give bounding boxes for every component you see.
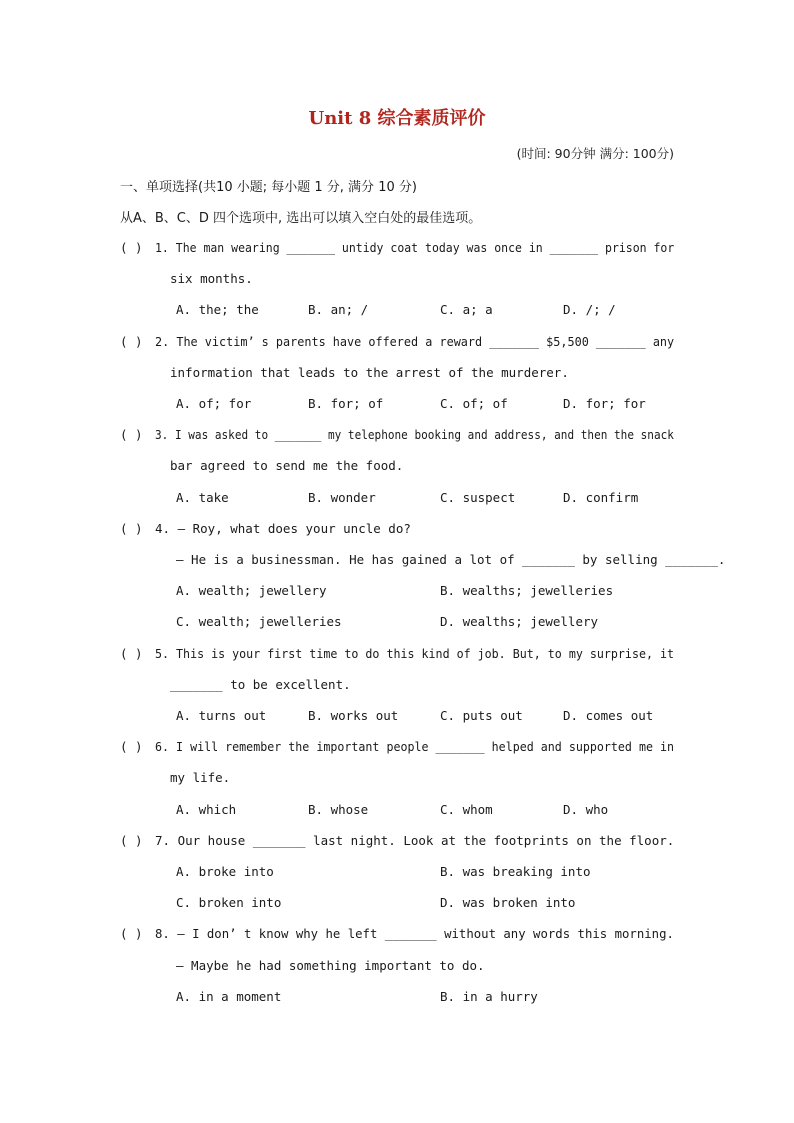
- answer-blank: ( ): [120, 521, 143, 536]
- question-6-text: 6. I will remember the important people _______ helped and supported me in: [155, 739, 675, 754]
- section-heading: 一、单项选择(共10 小题; 每小题 1 分, 满分 10 分): [120, 180, 417, 195]
- question-1-text: 1. The man wearing _______ untidy coat today was once in _______ prison for: [155, 240, 675, 255]
- question-7-option-a: A. broke into: [176, 864, 274, 879]
- question-4-option-c: C. wealth; jewelleries: [176, 614, 342, 629]
- question-8-option-b: B. in a hurry: [440, 989, 538, 1004]
- question-5-text: 5. This is your first time to do this kind of job. But, to my surprise, it: [155, 646, 675, 661]
- question-7-text: 7. Our house _______ last night. Look at the footprints on the floor.: [155, 833, 675, 848]
- question-5-option-d: D. comes out: [563, 708, 654, 723]
- question-2-option-d: D. for; for: [563, 396, 646, 411]
- question-4-option-a: A. wealth; jewellery: [176, 583, 327, 598]
- question-3-option-d: D. confirm: [563, 490, 639, 505]
- question-2-option-b: B. for; of: [308, 396, 384, 411]
- question-5-continuation: _______ to be excellent.: [170, 677, 351, 692]
- question-6-option-d: D. who: [563, 802, 609, 817]
- question-7-option-b: B. was breaking into: [440, 864, 591, 879]
- page-title: Unit 8 综合素质评价: [308, 108, 486, 129]
- question-6-continuation: my life.: [170, 770, 231, 785]
- question-2-option-c: C. of; of: [440, 396, 508, 411]
- question-1-option-c: C. a; a: [440, 302, 493, 317]
- question-7-option-c: C. broken into: [176, 895, 282, 910]
- answer-blank: ( ): [120, 646, 143, 661]
- answer-blank: ( ): [120, 334, 143, 349]
- question-5-option-a: A. turns out: [176, 708, 267, 723]
- exam-meta: (时间: 90分钟 满分: 100分): [516, 146, 674, 161]
- answer-blank: ( ): [120, 739, 143, 754]
- question-4-option-d: D. wealths; jewellery: [440, 614, 599, 629]
- question-1-option-a: A. the; the: [176, 302, 259, 317]
- answer-blank: ( ): [120, 427, 143, 442]
- question-2-text: 2. The victim’ s parents have offered a reward _______ $5,500 _______ any: [155, 334, 675, 349]
- answer-blank: ( ): [120, 833, 143, 848]
- question-4-text: 4. — Roy, what does your uncle do?: [155, 521, 411, 536]
- question-7-option-d: D. was broken into: [440, 895, 576, 910]
- question-6-option-a: A. which: [176, 802, 237, 817]
- section-instruction: 从A、B、C、D 四个选项中, 选出可以填入空白处的最佳选项。: [120, 211, 482, 226]
- question-3-option-c: C. suspect: [440, 490, 516, 505]
- question-3-option-b: B. wonder: [308, 490, 376, 505]
- question-5-option-b: B. works out: [308, 708, 399, 723]
- question-2-option-a: A. of; for: [176, 396, 252, 411]
- question-1-option-d: D. /; /: [563, 302, 616, 317]
- question-4-reply: — He is a businessman. He has gained a lot of _______ by selling _______.: [176, 552, 726, 567]
- question-4-option-b: B. wealths; jewelleries: [440, 583, 614, 598]
- question-8-reply: — Maybe he had something important to do.: [176, 958, 485, 973]
- question-8-text: 8. — I don’ t know why he left _______ without any words this morning.: [155, 926, 674, 941]
- question-3-option-a: A. take: [176, 490, 229, 505]
- answer-blank: ( ): [120, 240, 143, 255]
- question-3-text: 3. I was asked to _______ my telephone booking and address, and then the snack: [155, 427, 674, 442]
- question-1-option-b: B. an; /: [308, 302, 369, 317]
- answer-blank: ( ): [120, 926, 143, 941]
- question-6-option-b: B. whose: [308, 802, 369, 817]
- question-1-continuation: six months.: [170, 271, 253, 286]
- question-6-option-c: C. whom: [440, 802, 493, 817]
- question-3-continuation: bar agreed to send me the food.: [170, 458, 404, 473]
- question-2-continuation: information that leads to the arrest of the murderer.: [170, 365, 569, 380]
- question-8-option-a: A. in a moment: [176, 989, 282, 1004]
- question-5-option-c: C. puts out: [440, 708, 523, 723]
